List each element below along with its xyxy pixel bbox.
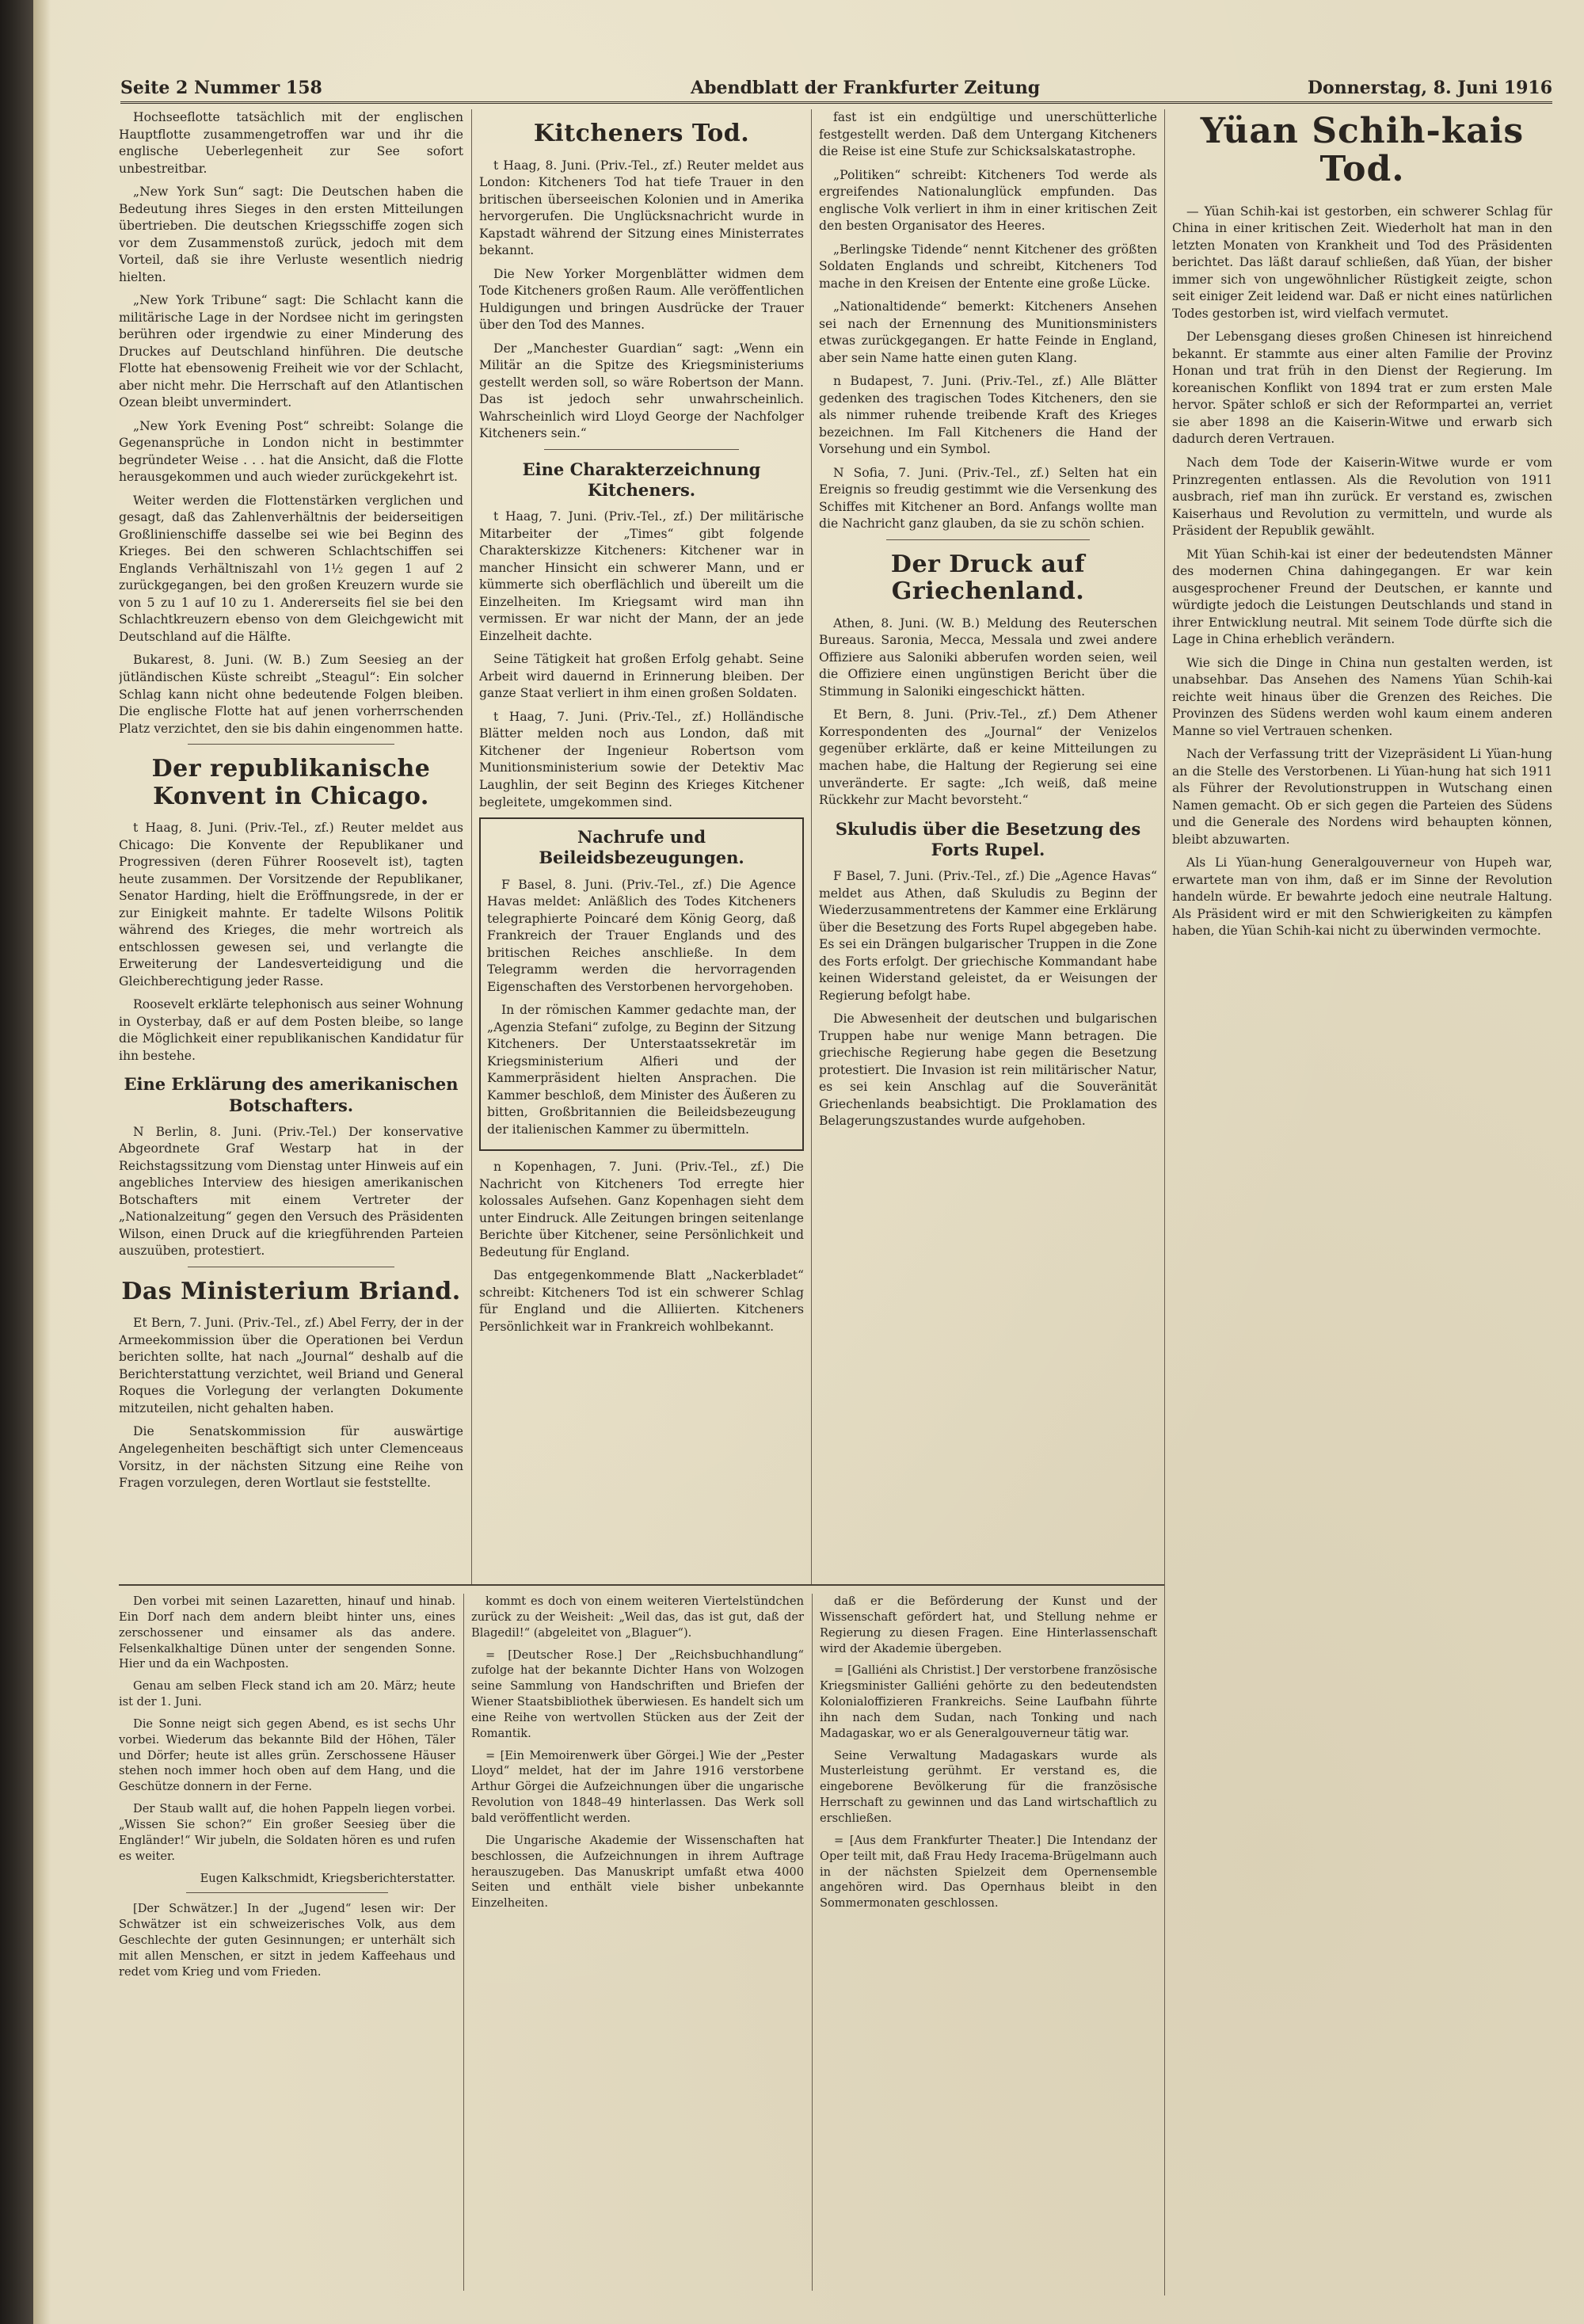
column-rule <box>811 109 812 1584</box>
page-gutter <box>33 0 51 2324</box>
article-paragraph: „Berlingske Tidende“ nennt Kitchener des größten Soldaten Englands und schreibt, Kitcheners Tod mache in den Kreisen der Entente eine große Lücke. <box>819 242 1157 291</box>
feuilleton-paragraph: Seine Verwaltung Madagaskars wurde als Musterleistung gerühmt. Er verstand es, die eingeborene Bevölkerung für die französische Herrschaft zu gewinnen und das Land wirtschaftlich zu erschließen. <box>820 1748 1157 1825</box>
article-paragraph: fast ist ein endgültige und unerschütterliche festgestellt werden. Daß dem Untergang Kitcheners die Reise ist eine Stufe zur Schicksalskatastrophe. <box>819 110 1157 159</box>
article-paragraph: Die New Yorker Morgenblätter widmen dem Tode Kitcheners großen Raum. Alle veröffentlichen Huldigungen und bringen Ausdrücke der Trauer über den Tod des Mannes. <box>479 266 804 333</box>
column-rule <box>463 1594 464 2291</box>
article-paragraph: Das entgegenkommende Blatt „Nackerbladet“ schreibt: Kitcheners Tod ist ein schwerer Schlag für England und die Alliierten. Kitcheners Persönlichkeit war in Frankreich wohlbekannt. <box>479 1268 804 1334</box>
feuilleton-paragraph: Die Sonne neigt sich gegen Abend, es ist sechs Uhr vorbei. Wiederum das bekannte Bild der Höhen, Täler und Dörfer; heute ist alles grün. Zerschossene Häuser stehen noch immer hoch oben auf dem Hang, und die Geschütze donnern in der Ferne. <box>119 1716 455 1794</box>
article-paragraph: N Sofia, 7. Juni. (Priv.-Tel., zf.) Selten hat ein Ereignis so freudig gestimmt wie die Versenkung des Schiffes mit Kitchener an Bord. Anfangs wollte man die Nachricht ganz glauben, da sie zu schön schien. <box>819 465 1157 531</box>
article-paragraph: Weiter werden die Flottenstärken verglichen und gesagt, daß das Zahlenverhältnis der beiderseitigen Großlinienschiffe dasselbe sei wie bei Beginn des Krieges. Bei den schweren Schlachtschiffen sei Englands Verhältniszahl von 1½ gegen 1 auf 2 zurückgegangen, bei den großen Kreuzern wurde sie von 5 zu 1 auf 10 zu 1. Andererseits fiel sie bei den Schlachtkreuzern ebenso von dem Gleichgewicht mit Deutschland auf die Hälfte. <box>119 493 463 644</box>
article-paragraph: F Basel, 8. Juni. (Priv.-Tel., zf.) Die Agence Havas meldet: Anläßlich des Todes Kitcheners telegraphierte Poincaré dem König Georg, daß Frankreich der Trauer Englands und des britischen Reiches anschließe. In dem Telegramm werden die hervorragenden Eigenschaften des Verstorbenen hervorgehoben. <box>487 877 796 994</box>
framed-box <box>479 817 804 1151</box>
article-paragraph: „Nationaltidende“ bemerkt: Kitcheners Ansehen sei nach der Ernennung des Munitionsministers etwas zurückgegangen. Er hatte Feinde in England, aber sein Name hatte einen guten Klang. <box>819 299 1157 365</box>
headline-erklaerung: Eine Erklärung des amerikanischen Botschafters. <box>124 1074 459 1115</box>
feuilleton-paragraph: Den vorbei mit seinen Lazaretten, hinauf und hinab. Ein Dorf nach dem andern bleibt hinter uns, eines zerschossener und einsamer als das andere. Felsenkalkhaltige Dünen unter der sengenden Sonne. Hier und da ein Wachposten. <box>119 1594 455 1671</box>
article-paragraph: Et Bern, 7. Juni. (Priv.-Tel., zf.) Abel Ferry, der in der Armeekommission über die Operationen bei Verdun berichten sollte, hat nach „Journal“ deshalb auf die Berichterstattung verzichtet, weil Briand und General Roques die Vorlegung der verlangten Dokumente mitzuteilen, nicht gehalten haben. <box>119 1316 463 1415</box>
article-paragraph: t Haag, 8. Juni. (Priv.-Tel., zf.) Reuter meldet aus London: Kitcheners Tod hat tiefe Trauer in den britischen überseeischen Kolonien und in Amerika hervorgerufen. Die Unglücksnachricht wurde in Kapstadt während der Sitzung eines Ministerrates bekannt. <box>479 158 804 258</box>
article-paragraph: Seine Tätigkeit hat großen Erfolg gehabt. Seine Arbeit wird dauernd in Erinnerung bleiben. Der ganze Staat verliert in ihm einen großen Soldaten. <box>479 652 804 701</box>
article-paragraph: t Haag, 7. Juni. (Priv.-Tel., zf.) Der militärische Mitarbeiter der „Times“ gibt folgende Charakterskizze Kitcheners: Kitchener war in mancher Hinsicht ein schwerer Mann, und er kümmerte sich oberflächlich und übereilt um die Einzelheiten. Im Kriegsamt wird man ihn vermissen. Er war nicht der Mann, der an jede Einzelheit dachte. <box>479 509 804 643</box>
article-paragraph: Der „Manchester Guardian“ sagt: „Wenn ein Militär an die Spitze des Kriegsministeriums gestellt werden soll, so wäre Robertson der Mann. Das ist jedoch sehr unwahrscheinlich. Wahrscheinlich wird Lloyd George der Nachfolger Kitcheners sein.“ <box>479 341 804 441</box>
headline-nachrufe: Nachrufe und Beileidsbezeugungen. <box>539 827 744 868</box>
feuilleton-column-1 <box>119 1594 455 2291</box>
article-paragraph: Roosevelt erklärte telephonisch aus seiner Wohnung in Oysterbay, daß er auf dem Posten bleibe, so lange die Möglichkeit einer republikanischen Kandidatur für ihn bestehe. <box>119 997 463 1063</box>
article-paragraph: — Yüan Schih-kai ist gestorben, ein schwerer Schlag für China in einer kritischen Zeit. Wiederholt hat man in den letzten Monaten von Krankheit und Tod des Präsidenten berichtet. Das läßt darauf schließen, daß Yüan, der bisher immer sich von ungewöhnlicher Rüstigkeit zeigte, schon seit einiger Zeit leidend war. Daß er nicht eines natürlichen Todes gestorben ist, wird vielfach vermutet. <box>1172 204 1552 321</box>
masthead <box>120 78 1552 104</box>
article-paragraph: Hochseeflotte tatsächlich mit der englischen Hauptflotte zusammengetroffen war und ihr die englische Ueberlegenheit zur See sofort unbestreitbar. <box>119 110 463 176</box>
article-paragraph: Nach der Verfassung tritt der Vizepräsident Li Yüan-hung an die Stelle des Verstorbenen. Li Yüan-hung hat sich 1911 als Führer der Revolutionstruppen in Wutschang einen Namen gemacht. Ob er sich gegen die Parteien des Südens und die Generale des Nordens wird behaupten können, bleibt abzuwarten. <box>1172 747 1552 847</box>
article-paragraph: t Haag, 8. Juni. (Priv.-Tel., zf.) Reuter meldet aus Chicago: Die Konvente der Republikaner und Progressiven (deren Führer Roosevelt ist), tagten heute zusammen. Der Vorsitzende der Republikaner, Senator Harding, hielt die Eröffnungsrede, in der er zur Einigkeit mahnte. Er tadelte Wilsons Politik während des Krieges, die mehr wortreich als entschlossen gewesen sei, und verlangte die Erweiterung der Landesverteidigung und die Gleichberechtigung jeder Rasse. <box>119 821 463 989</box>
column-3 <box>819 109 1157 1589</box>
feuilleton-column-2 <box>471 1594 804 2291</box>
feuilleton-paragraph: = [Galliéni als Christist.] Der verstorbene französische Kriegsminister Galliéni gehörte zu den bedeutendsten Kolonialoffizieren Frankreichs. Seine Laufbahn führte ihn nach dem Sudan, nach Tonking und nach Madagaskar, wo er als Generalgouverneur tätig war. <box>820 1663 1157 1740</box>
column-4 <box>1172 109 1552 2295</box>
book-binding <box>0 0 33 2324</box>
headline-skuludis: Skuludis über die Besetzung des Forts Rupel. <box>835 818 1141 859</box>
article-paragraph: Athen, 8. Juni. (W. B.) Meldung des Reuterschen Bureaus. Saronia, Mecca, Messala und zwei andere Offiziere aus Saloniki abberufen worden seien, weil die Offiziere einen ungünstigen Bericht über die Stimmung in Saloniki eingeschickt hätten. <box>819 615 1157 699</box>
headline-ministerium: Das Ministerium Briand. <box>121 1277 461 1305</box>
feuilleton-paragraph: = [Aus dem Frankfurter Theater.] Die Intendanz der Oper teilt mit, daß Frau Hedy Iracema-Brügelmann auch in der nächsten Spielzeit dem Opernensemble angehören wird. Das Opernhaus bleibt in den Sommermonaten geschlossen. <box>820 1833 1157 1911</box>
headline-charakter: Eine Charakterzeichnung Kitcheners. <box>522 459 761 500</box>
article-paragraph: Bukarest, 8. Juni. (W. B.) Zum Seesieg an der jütländischen Küste schreibt „Steagul“: Ein solcher Schlag kann nicht ohne bedeutende Folgen bleiben. Die englische Flotte hat auf jenen vorherrschenden Platz verzichtet, den sie bis dahin eingenommen hatte. <box>119 653 463 736</box>
article-paragraph: Die Senatskommission für auswärtige Angelegenheiten beschäftigt sich unter Clemenceaus Vorsitz, in der nächsten Sitzung eine Reihe von Fragen vorzulegen, deren Wortlaut sie feststellte. <box>119 1424 463 1491</box>
article-paragraph: In der römischen Kammer gedachte man, der „Agenzia Stefani“ zufolge, zu Beginn der Sitzung Kitcheners. Der Unterstaatssekretär im Kriegsministerium Alfieri und der Kammerpräsident hielten Ansprachen. Die Kammer beschloß, dem Minister des Äußeren zu bitten, Großbritannien die Beileidsbezeugung der italienischen Kammer zu übermitteln. <box>487 1003 796 1137</box>
section-divider <box>186 1892 388 1893</box>
article-paragraph: N Berlin, 8. Juni. (Priv.-Tel.) Der konservative Abgeordnete Graf Westarp hat in der Reichstagssitzung vom Dienstag unter Hinweis auf ein angebliches Interview des hiesigen amerikanischen Botschafters mit einem Vertreter der „Nationalzeitung“ gegen den Versuch des Präsidenten Wilson, einen Druck auf die kriegführenden Parteien auszuüben, protestiert. <box>119 1124 463 1259</box>
column-rule <box>812 1594 813 2291</box>
section-divider <box>886 539 1089 540</box>
headline-kitchener: Kitcheners Tod. <box>533 120 750 147</box>
headline-druck: Der Druck auf Griechenland. <box>890 550 1086 606</box>
feuilleton-paragraph: [Der Schwätzer.] In der „Jugend“ lesen wir: Der Schwätzer ist ein schweizerisches Volk, aus dem Geschlechte der guten Gesinnungen; er unterhält sich mit allen Menschen, er sitzt in jedem Kaffeehaus und redet vom Krieg und vom Frieden. <box>119 1902 455 1979</box>
newspaper-page <box>33 0 1584 2324</box>
feuilleton-paragraph: daß er die Beförderung der Kunst und der Wissenschaft gefördert hat, und Stellung nehme er Regierung zu diesen Fragen. Eine Hinterlassenschaft wird der Akademie übergeben. <box>820 1594 1157 1655</box>
article-paragraph: n Budapest, 7. Juni. (Priv.-Tel., zf.) Alle Blätter gedenken des tragischen Todes Kitcheners, den sie als nimmer ruhende treibende Kraft des Krieges bezeichnen. Im Fall Kitcheners die Hand der Vorsehung und ein Symbol. <box>819 374 1157 457</box>
section-divider <box>544 449 739 450</box>
feuilleton-rule <box>119 1584 1164 1586</box>
column-rule <box>471 109 472 1584</box>
article-paragraph: Die Abwesenheit der deutschen und bulgarischen Truppen habe nur wenige Mann betragen. Die griechische Regierung habe gegen die Besetzung protestiert. Die Invasion ist rein militärischer Natur, es sei kein Anschlag auf die Souveränität Griechenlands beabsichtigt. Die Proklamation des Belagerungszustandes wurde aufgehoben. <box>819 1012 1157 1129</box>
newspaper-title: Abendblatt der Frankfurter Zeitung <box>691 78 1041 98</box>
article-paragraph: „New York Tribune“ sagt: Die Schlacht kann die militärische Lage in der Nordsee nicht im geringsten berühren oder irgendwie zu einer Minderung des Druckes auf Deutschland hinführen. Die deutsche Flotte hat ebensowenig Freiheit wie vor der Schlacht, aber nicht mehr. Die Herrschaft auf den Atlantischen Ozean bleibt unvermindert. <box>119 293 463 410</box>
feuilleton-paragraph: kommt es doch von einem weiteren Viertelstündchen zurück zu der Weisheit: „Weil das, das ist gut, daß der Blagedil!“ (abgeleitet von „Blaguer“). <box>471 1594 804 1640</box>
article-paragraph: „Politiken“ schreibt: Kitcheners Tod werde als ergreifendes Nationalunglück empfunden. Das englische Volk verliert in ihm in einer kritischen Zeit den besten Organisator des Heeres. <box>819 167 1157 234</box>
feuilleton-column-3 <box>820 1594 1157 2291</box>
article-paragraph: „New York Sun“ sagt: Die Deutschen haben die Bedeutung ihres Sieges in den ersten Mitteilungen übertrieben. Die deutschen Kriegsschiffe zogen sich vor dem Zusammenstoß zurück, jedoch mit dem Vorteil, daß sie ihre Verluste wesentlich niedrig hielten. <box>119 185 463 284</box>
headline-konvent: Der republikanische Konvent in Chicago. <box>151 755 431 810</box>
headline-yuan: Yüan Schih-kais Tod. <box>1200 111 1525 190</box>
article-paragraph: t Haag, 7. Juni. (Priv.-Tel., zf.) Holländische Blätter melden noch aus London, daß mit Kitchener der Ingenieur Robertson vom Munitionsministerium sowie der Detektiv Mac Laughlin, der seit Beginn des Krieges Kitchener begleitete, umgekommen sind. <box>479 709 804 810</box>
article-paragraph: Nach dem Tode der Kaiserin-Witwe wurde er vom Prinzregenten entlassen. Als die Revolution von 1911 ausbrach, rief man ihn zurück. Er verstand es, zwischen Kaiserhaus und Revolution zu vermitteln, und wurde als Präsident der Republik gewählt. <box>1172 455 1552 539</box>
article-paragraph: n Kopenhagen, 7. Juni. (Priv.-Tel., zf.) Die Nachricht von Kitcheners Tod erregte hier kolossales Aufsehen. Ganz Kopenhagen sieht dem unter Eindruck. Alle Zeitungen bringen seitenlange Berichte über Kitchener, seine Persönlichkeit und Bedeutung für England. <box>479 1160 804 1259</box>
article-paragraph: F Basel, 7. Juni. (Priv.-Tel., zf.) Die „Agence Havas“ meldet aus Athen, daß Skuludis zu Beginn der Wiederzusammentretens der Kammer eine Erklärung über die Besetzung des Forts Rupel abgegeben habe. Es sei ein Drängen bulgarischer Truppen in die Zone des Forts erfolgt. Der griechische Kommandant habe keinen Widerstand geleistet, da er Weisungen der Regierung befolgt habe. <box>819 869 1157 1003</box>
article-paragraph: Et Bern, 8. Juni. (Priv.-Tel., zf.) Dem Athener Korrespondenten des „Journal“ der Venizelos gegenüber erklärte, daß er keine Mitteilungen zu machen habe, die Haltung der Regierung sei eine unveränderte. Er sagte: „Ich weiß, daß meine Rückkehr zur Macht bevorsteht.“ <box>819 707 1157 808</box>
column-rule <box>1164 109 1165 2295</box>
feuilleton-paragraph: Der Staub wallt auf, die hohen Pappeln liegen vorbei. „Wissen Sie schon?“ Ein großer Seesieg über die Engländer!“ Wir jubeln, die Soldaten hören es und rufen es weiter. <box>119 1802 455 1863</box>
article-paragraph: Wie sich die Dinge in China nun gestalten werden, ist unabsehbar. Das Ansehen des Namens Yüan Schih-kai reichte weit hinaus über die Grenzen des Reiches. Die Provinzen des Südens werden wohl kaum einem anderen Manne so viel Vertrauen schenken. <box>1172 655 1552 738</box>
feuilleton-paragraph: Die Ungarische Akademie der Wissenschaften hat beschlossen, die Aufzeichnungen in ihrem Auftrage herauszugeben. Das Manuskript umfaßt etwa 4000 Seiten und enthält viele bisher unbekannte Einzelheiten. <box>471 1833 804 1911</box>
article-paragraph: Der Lebensgang dieses großen Chinesen ist hinreichend bekannt. Er stammte aus einer alten Familie der Provinz Honan und trat früh in den Dienst der Regierung. Im koreanischen Konflikt von 1894 trat er zum ersten Male hervor. Später schloß er sich der Reformpartei an, verriet sie aber 1898 an die Kaiserin-Witwe und erwarb sich dadurch deren Vertrauen. <box>1172 330 1552 447</box>
column-1 <box>119 109 463 1581</box>
article-paragraph: Mit Yüan Schih-kai ist einer der bedeutendsten Männer des modernen China dahingegangen. Er war kein ausgesprochener Freund der Deutschen, er kannte und würdigte jedoch die Leistungen Deutschlands und stand in ihrer Entwicklung neutral. Mit seinem Tode dürfte sich die Lage in China erheblich verändern. <box>1172 547 1552 647</box>
article-paragraph: Als Li Yüan-hung Generalgouverneur von Hupeh war, erwartete man von ihm, daß er im Sinne der Revolution handeln würde. Er bewahrte jedoch eine neutrale Haltung. Als Präsident wird er mit den Schwierigkeiten zu kämpfen haben, die Yüan Schih-kai nicht zu überwinden vermochte. <box>1172 855 1552 939</box>
feuilleton-signature: Eugen Kalkschmidt, Kriegsberichterstatter. <box>200 1871 455 1885</box>
article-paragraph: „New York Evening Post“ schreibt: Solange die Gegenansprüche in London nicht in bestimmter begründeter Weise . . . hat die Ansicht, daß die Flotte herausgekommen und auch wieder zurückgekehrt ist. <box>119 418 463 485</box>
column-2 <box>479 109 804 1591</box>
section-divider <box>188 744 394 745</box>
feuilleton-paragraph: Genau am selben Fleck stand ich am 20. März; heute ist der 1. Juni. <box>119 1679 455 1709</box>
page-number: Seite 2 Nummer 158 <box>120 78 322 98</box>
feuilleton-paragraph: = [Ein Memoirenwerk über Görgei.] Wie der „Pester Lloyd“ meldet, hat der im Jahre 1916 verstorbene Arthur Görgei die Aufzeichnungen über die ungarische Revolution von 1848–49 hinterlassen. Das Werk soll bald veröffentlicht werden. <box>471 1748 804 1825</box>
issue-date: Donnerstag, 8. Juni 1916 <box>1307 78 1552 98</box>
feuilleton-paragraph: = [Deutscher Rose.] Der „Reichsbuchhandlung“ zufolge hat der bekannte Dichter Hans von Wolzogen seine Sammlung von Handschriften und Briefen der Wiener Staatsbibliothek überwiesen. Es handelt sich um eine Reihe von wertvollen Stücken aus der Zeit der Romantik. <box>471 1648 804 1740</box>
